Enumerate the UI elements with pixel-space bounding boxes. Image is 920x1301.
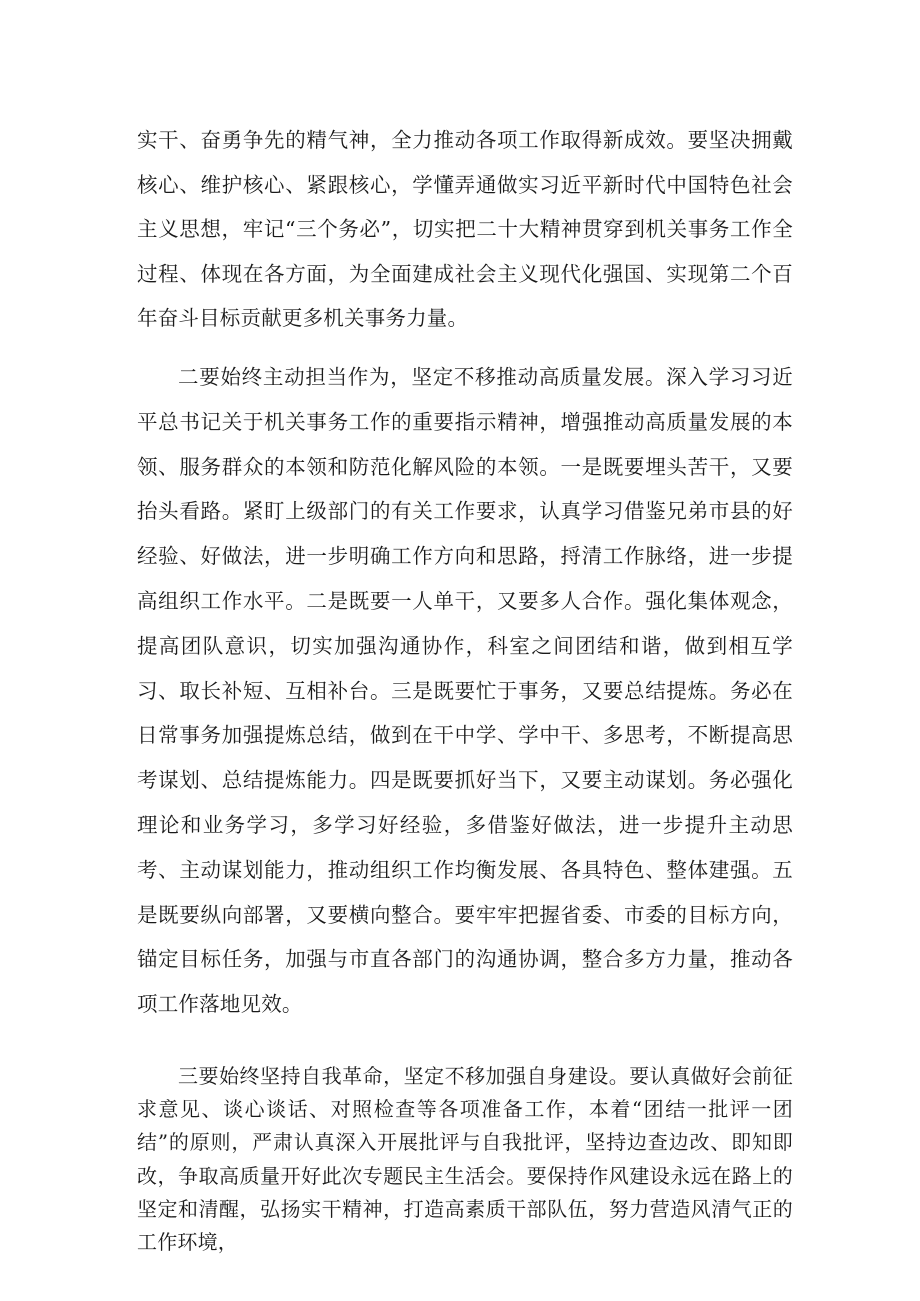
paragraph-two: 二要始终主动担当作为，坚定不移推动高质量发展。深入学习习近平总书记关于机关事务工作的重要指示精神，增强推动高质量发展的本领、服务群众的本领和防范化解风险的本领。一是既要埋头苦干，又要抬头看路。紧盯上级部门的有关工作要求，认真学习借鉴兄弟市县的好经验、好做法，进一步明确工作方向和思路，捋清工作脉络，进一步提高组织工作水平。二是既要一人单干，又要多人合作。强化集体观念，提高团队意识，切实加强沟通协作，科室之间团结和谐，做到相互学习、取长补短、互相补台。三是既要忙于事务，又要总结提炼。务必在日常事务加强提炼总结，做到在干中学、学中干、多思考，不断提高思考谋划、总结提炼能力。四是既要抓好当下，又要主动谋划。务必强化理论和业务学习，多学习好经验，多借鉴好做法，进一步提升主动思考、主动谋划能力，推动组织工作均衡发展、各具特色、整体建强。五是既要纵向部署，又要横向整合。要牢牢把握省委、市委的目标方向，锚定目标任务，加强与市直各部门的沟通协调，整合多方力量，推动各项工作落地见效。 [137, 365, 793, 1017]
paragraph-continuation: 实干、奋勇争先的精气神，全力推动各项工作取得新成效。要坚决拥戴核心、维护核心、紧跟核心，学懂弄通做实习近平新时代中国特色社会主义思想，牢记“三个务必”，切实把二十大精神贯穿到机关事务工作全过程、体现在各方面，为全面建成社会主义现代化强国、实现第二个百年奋斗目标贡献更多机关事务力量。 [137, 128, 793, 330]
paragraph-three: 三要始终坚持自我革命，坚定不移加强自身建设。要认真做好会前征求意见、谈心谈话、对照检查等各项准备工作，本着“团结一批评一团结”的原则，严肃认真深入开展批评与自我批评，坚持边查边改、即知即改，争取高质量开好此次专题民主生活会。要保持作风建设永远在路上的坚定和清醒，弘扬实干精神，打造高素质干部队伍，努力营造风清气正的工作环境， [137, 1064, 793, 1255]
